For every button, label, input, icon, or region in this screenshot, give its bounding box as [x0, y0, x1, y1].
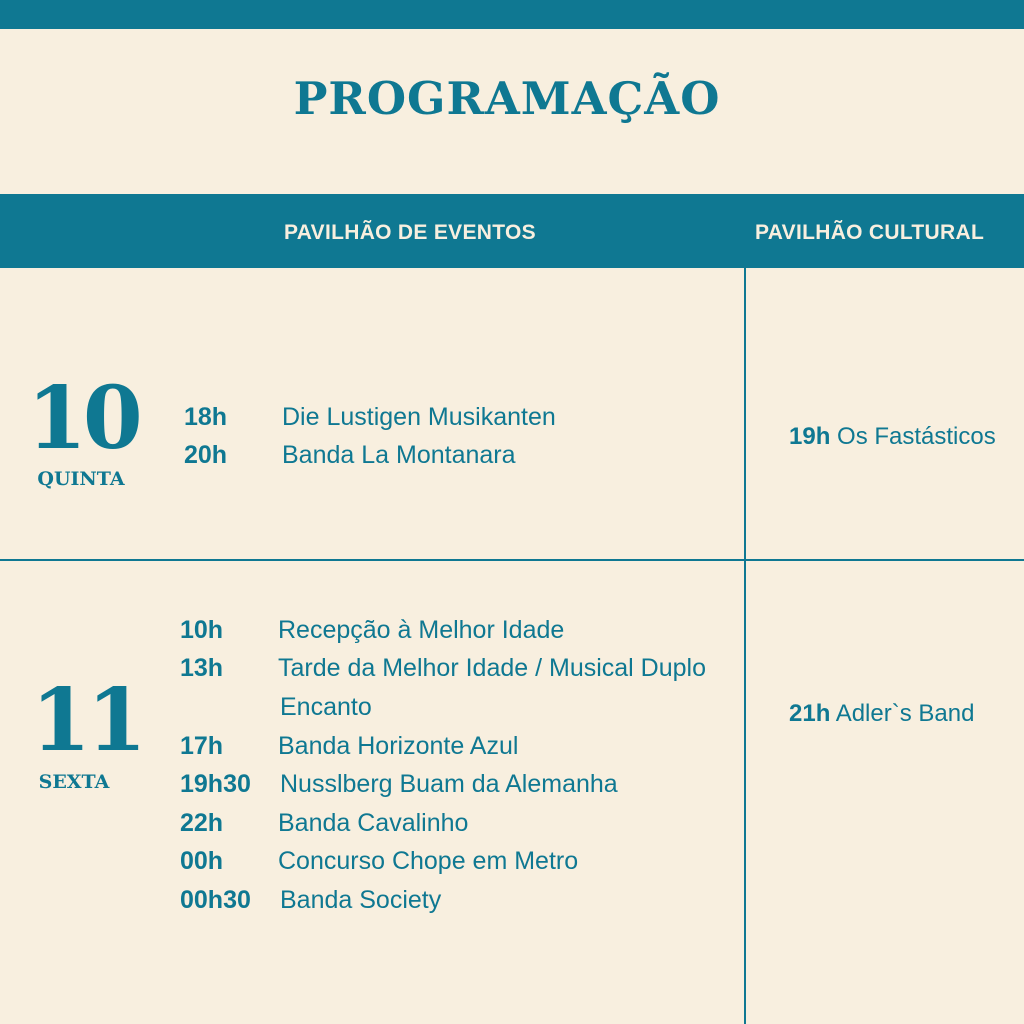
day-weekday: SEXTA	[38, 771, 110, 793]
event-name: Banda Horizonte Azul	[278, 732, 519, 760]
day-number: 10	[27, 368, 139, 469]
cultural-time: 19h	[789, 423, 831, 450]
top-bar	[0, 0, 1024, 29]
event-name: Nusslberg Buam da Alemanha	[280, 770, 618, 798]
event-time: 10h	[180, 616, 224, 644]
event-time: 19h30	[180, 770, 251, 798]
event-time: 20h	[184, 441, 228, 469]
event-name: Recepção à Melhor Idade	[278, 616, 565, 644]
event-name: Tarde da Melhor Idade / Musical Duplo	[278, 654, 707, 682]
event-time: 00h30	[180, 886, 251, 914]
event-name: Banda Cavalinho	[278, 809, 469, 837]
event-time: 22h	[180, 809, 224, 837]
cultural-event	[789, 695, 974, 733]
cultural-time: 21h	[789, 700, 831, 727]
day-weekday: QUINTA	[37, 468, 125, 490]
event-name: Banda Society	[280, 886, 442, 914]
event-name: Encanto	[280, 693, 372, 721]
cultural-name: Os Fastásticos	[837, 423, 996, 450]
cultural-name: Adler`s Band	[835, 700, 975, 727]
column-divider	[744, 268, 746, 1024]
event-time: 18h	[184, 403, 228, 431]
page-title: PROGRAMAÇÃO	[293, 72, 721, 125]
event-time: 00h	[180, 847, 224, 875]
event-name: Die Lustigen Musikanten	[282, 403, 556, 431]
event-time: 13h	[180, 654, 224, 682]
event-name: Concurso Chope em Metro	[278, 847, 579, 875]
event-name: Banda La Montanara	[282, 441, 516, 469]
column-header-cultural: PAVILHÃO CULTURAL	[755, 221, 985, 244]
day-number: 11	[31, 670, 143, 771]
column-header-bar	[0, 194, 1024, 268]
row-divider	[0, 559, 1024, 561]
cultural-event	[789, 418, 996, 456]
event-time: 17h	[180, 732, 224, 760]
column-header-events: PAVILHÃO DE EVENTOS	[284, 221, 536, 244]
